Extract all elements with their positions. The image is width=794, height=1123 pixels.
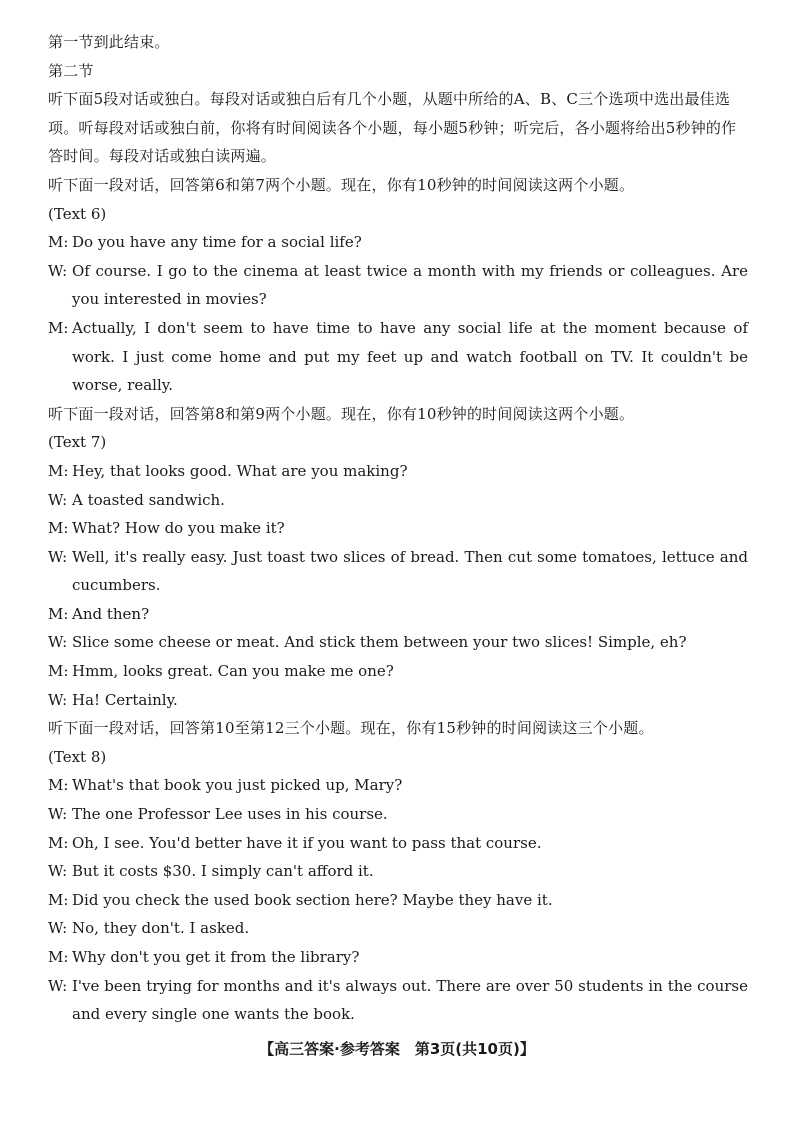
speaker: M: <box>48 833 69 852</box>
speaker: W: <box>48 976 68 995</box>
dialogue-turn <box>48 600 748 629</box>
dialogue-turn <box>48 829 748 858</box>
section2-title: 第二节 <box>48 61 94 80</box>
speaker: W: <box>48 633 68 652</box>
utterance: Hey, that looks good. What are you making? <box>72 461 408 480</box>
dialogue-turn <box>48 771 748 800</box>
utterance: But it costs $30. I simply can't afford it. <box>72 862 374 881</box>
document-body <box>48 28 748 1029</box>
section1-end: 第一节到此结束。 <box>48 33 170 51</box>
text7-dialogue <box>48 457 748 714</box>
text7-prompt: 听下面一段对话，回答第8和第9两个小题。现在，你有10秒钟的时间阅读这两个小题。 <box>48 404 635 423</box>
utterance: A toasted sandwich. <box>72 490 225 509</box>
dialogue-turn <box>48 486 748 515</box>
dialogue-turn <box>48 657 748 686</box>
utterance: Hmm, looks great. Can you make me one? <box>72 662 394 681</box>
speaker: M: <box>48 233 69 252</box>
dialogue-turn <box>48 228 748 257</box>
utterance: No, they don't. I asked. <box>72 919 250 938</box>
speaker: M: <box>48 604 69 623</box>
text7-label: (Text 7) <box>48 433 107 452</box>
speaker: W: <box>48 862 68 881</box>
utterance: Did you check the used book section here? Maybe they have it. <box>72 890 553 909</box>
text8-dialogue <box>48 771 748 1028</box>
speaker: W: <box>48 919 68 938</box>
speaker: W: <box>48 805 68 824</box>
speaker: W: <box>48 547 68 566</box>
dialogue-turn <box>48 457 748 486</box>
speaker: W: <box>48 490 68 509</box>
dialogue-turn <box>48 257 748 314</box>
utterance: And then? <box>72 604 150 623</box>
speaker: W: <box>48 261 68 280</box>
dialogue-turn <box>48 800 748 829</box>
speaker: M: <box>48 519 69 538</box>
dialogue-turn <box>48 914 748 943</box>
speaker: M: <box>48 890 69 909</box>
speaker: M: <box>48 318 69 337</box>
utterance: Slice some cheese or meat. And stick them between your two slices! Simple, eh? <box>72 633 687 652</box>
speaker: M: <box>48 461 69 480</box>
dialogue-turn <box>48 686 748 715</box>
text6-label: (Text 6) <box>48 204 107 223</box>
utterance: I've been trying for months and it's always out. There are over 50 students in the course and every single one wants the book. <box>72 976 748 1024</box>
utterance: Oh, I see. You'd better have it if you want to pass that course. <box>72 833 542 852</box>
dialogue-turn <box>48 314 748 400</box>
section2-instructions: 听下面5段对话或独白。每段对话或独白后有几个小题，从题中所给的A、B、C三个选项中选出最佳选项。听每段对话或独白前，你将有时间阅读各个小题，每小题5秒钟；听完后，各小题将给出5秒钟的作答时间。每段对话或独白读两遍。 <box>48 90 737 166</box>
text6-dialogue <box>48 228 748 400</box>
utterance: Well, it's really easy. Just toast two slices of bread. Then cut some tomatoes, lettuce and cucumbers. <box>72 547 748 595</box>
dialogue-turn <box>48 972 748 1029</box>
dialogue-turn <box>48 628 748 657</box>
utterance: What? How do you make it? <box>72 519 285 538</box>
dialogue-turn <box>48 514 748 543</box>
dialogue-turn <box>48 943 748 972</box>
page-footer: 【高三答案·参考答案 第3页(共10页)】 <box>259 1040 535 1058</box>
utterance: What's that book you just picked up, Mary? <box>72 776 403 795</box>
speaker: M: <box>48 948 69 966</box>
text8-label: (Text 8) <box>48 747 107 766</box>
dialogue-turn <box>48 886 748 915</box>
utterance: Of course. I go to the cinema at least twice a month with my friends or colleagues. Are you interested in movies? <box>72 261 748 309</box>
text6-prompt: 听下面一段对话，回答第6和第7两个小题。现在，你有10秒钟的时间阅读这两个小题。 <box>48 175 635 194</box>
dialogue-turn <box>48 857 748 886</box>
speaker: M: <box>48 776 69 795</box>
text8-prompt: 听下面一段对话，回答第10至第12三个小题。现在，你有15秒钟的时间阅读这三个小题。 <box>48 719 654 738</box>
utterance: Actually, I don't seem to have time to have any social life at the moment because of work. I just come home and put my feet up and watch football on TV. It couldn't be worse, really. <box>72 318 748 395</box>
utterance: Do you have any time for a social life? <box>72 233 362 252</box>
utterance: Ha! Certainly. <box>72 690 178 709</box>
speaker: M: <box>48 662 69 681</box>
utterance: The one Professor Lee uses in his course. <box>72 805 388 824</box>
utterance: Why don't you get it from the library? <box>72 948 360 966</box>
dialogue-turn <box>48 543 748 600</box>
speaker: W: <box>48 690 68 709</box>
